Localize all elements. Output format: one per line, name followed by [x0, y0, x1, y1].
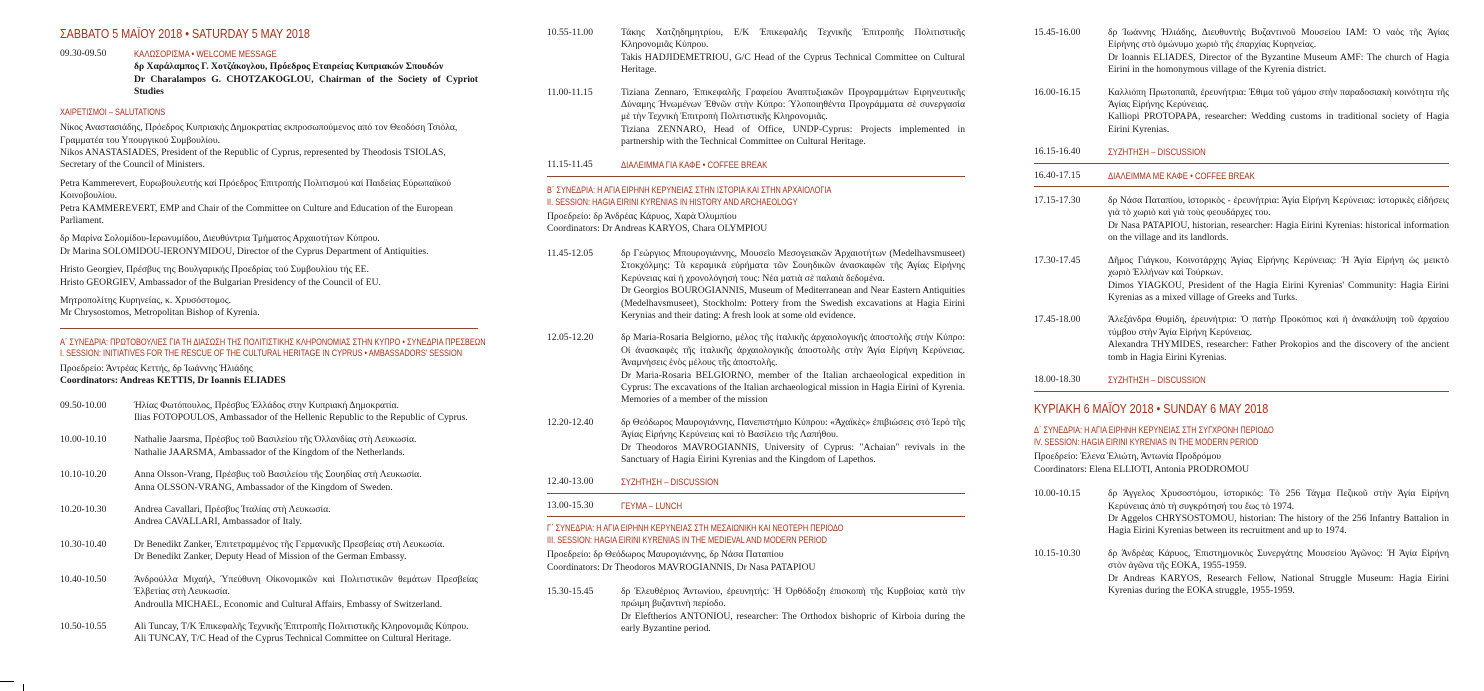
entry-en: Andrea CAVALLARI, Ambassador of Italy.: [134, 516, 302, 528]
entry-en: Kalliopi PROTOPAPA, researcher: Wedding customs in traditional society of Hagia Eirini Kyrenias.: [1108, 111, 1449, 135]
time: 10.10-10.20: [60, 469, 107, 481]
program-row: [60, 469, 478, 494]
discussion-label: ΣΥΖΗΤΗΣΗ – DISCUSSION: [621, 477, 719, 488]
day-title-sunday: ΚΥΡΙΑΚΗ 6 ΜΑΪΟΥ 2018 • SUNDAY 6 MAY 2018: [1034, 402, 1269, 417]
welcome-body: [134, 48, 478, 99]
entry-gr: δρ Άγγελος Χρυσοστόμου, ἱστορικός: Τὸ 256 Τάγμα Πεζικοῦ στὴν Άγία Εἰρήνη Κερύνειας ἀπὸ τὴ συγκρότησή του ἕως τὸ 1974.: [1108, 488, 1449, 512]
column-saturday-sunday: [1034, 27, 1449, 607]
program-row: [60, 574, 478, 611]
time: 09.30-09.50: [60, 48, 107, 59]
entry-en: Androulla MICHAEL, Economic and Cultural Affairs, Embassy of Switzerland.: [134, 598, 443, 610]
entry-en: Dr Benedikt Zanker, Deputy Head of Mission of the German Embassy.: [134, 551, 407, 563]
program-row: [547, 586, 965, 636]
entry: [1108, 195, 1449, 245]
time: 15.30-15.45: [547, 586, 594, 597]
time: 13.00-15.30: [547, 499, 594, 511]
time: 10.50-10.55: [60, 620, 107, 632]
time: 18.00-18.30: [1034, 373, 1081, 385]
session4-chair-en: Coordinators: Elena ELLIOTI, Antonia PRODROMOU: [1034, 463, 1250, 475]
salutation-item: [60, 264, 478, 289]
program-row: [1034, 255, 1449, 305]
program-row: [547, 417, 965, 467]
entry: [621, 87, 965, 149]
entry-en: Nathalie JAARSMA, Ambassador of the Kingdom of the Netherlands.: [134, 446, 405, 458]
day-title-saturday: ΣΑΒΒΑΤΟ 5 ΜΑΪΟΥ 2018 • SATURDAY 5 MAY 2018: [60, 27, 310, 41]
salutation-item: [60, 178, 478, 228]
discussion-row: [547, 476, 965, 489]
entry-gr: Δῆμος Γιάγκου, Κοινοτάρχης Άγίας Εἰρήνης Κερύνειας: Ἡ Άγία Εἰρήνη ὡς μεικτὸ χωριὸ Έλλήνων καὶ Τούρκων.: [1108, 254, 1449, 279]
crop-mark: [0, 681, 14, 682]
divider: [60, 328, 478, 329]
program-row: [1034, 87, 1449, 137]
session3-chair-en: Coordinators: Dr Theodoros MAVROGIANNIS, Dr Nasa PATAPIOU: [547, 561, 816, 573]
entry-en: Ali TUNCAY, T/C Head of the Cyprus Technical Committee on Cultural Heritage.: [134, 633, 452, 645]
time: 12.40-13.00: [547, 476, 594, 488]
entry-gr: δρ Θεόδωρος Μαυρογιάννης, Πανεπιστήμιο Κύπρου: «Άχαϊκὲς» ἐπιβιώσεις στὸ Ίερὸ τῆς Άγίας Εἰρήνης Κερύνειας καὶ τὸ Βασίλειο τῆς Λαπήθου.: [621, 416, 965, 441]
divider: [1034, 186, 1449, 187]
session1-chair: [60, 363, 478, 388]
entry: [134, 539, 478, 564]
salutation-item: [60, 122, 478, 172]
entry-gr: Andrea Cavallari, Πρέσβυς Ίταλίας στὴ Λευκωσία.: [134, 504, 331, 516]
program-row: [60, 400, 478, 425]
time: 10.00-10.10: [60, 434, 107, 446]
session4-chair: [1034, 451, 1449, 476]
discussion-label: ΣΥΖΗΤΗΣΗ – DISCUSSION: [1108, 374, 1206, 385]
salutation-gr: Νίκος Αναστασιάδης, Πρόεδρος Κυπριακής Δημοκρατίας εκπροσωπούμενος από τον Θεοδόση Τσιόλα, Γραμματέα του Υπουργικού Συμβουλίου.: [60, 122, 458, 146]
program-row: [1034, 314, 1449, 364]
divider: [547, 176, 965, 177]
time: 10.30-10.40: [60, 538, 107, 550]
divider: [1034, 163, 1449, 164]
salutation-gr: Hristo Georgiev, Πρέσβυς της Βουλγαρικής Προεδρίας τού Συμβουλίου τής ΕΕ.: [60, 264, 369, 276]
divider: [547, 516, 965, 517]
program-row: [1034, 548, 1449, 598]
program-row: [1034, 195, 1449, 245]
session1-rows: [60, 400, 478, 646]
salutation-item: [60, 295, 478, 320]
entry: [134, 400, 478, 425]
time: 15.45-16.00: [1034, 27, 1081, 38]
time: 10.40-10.50: [60, 573, 107, 585]
salutation-en: Mr Chrysostomos, Metropolitan Bishop of Kyrenia.: [60, 307, 260, 319]
salutation-gr: Petra Kammerevert, Ευρωβουλευτής καί Πρόεδρος Έπιτροπής Πολιτισμού καί Παιδείας Εύρωπαϊκού Κοινοβουλίου.: [60, 177, 451, 202]
entry: [1108, 548, 1449, 598]
entry-gr: δρ Γεώργιος Μπουρογιάννης, Μουσεῖο Μεσογειακῶν Άρχαιοτήτων (Medelhavsmuseet) Στοκχόλμης: Τὰ κεραμικὰ εὑρήματα τῶν Σουηδικῶν ἀνασκαφῶν τῆς Άγίας Εἰρήνης Κερύνειας καὶ ἡ χρονολόγησή τους: Νέα ματιὰ σὲ παλαιὰ δεδομένα.: [621, 247, 965, 284]
divider: [1034, 391, 1449, 392]
entry-en: Takis HADJIDEMETRIOU, G/C Head of the Cyprus Technical Committee on Cultural Heritage.: [621, 51, 965, 76]
entry-en: Dr Maria-Rosaria BELGIORNO, member of the Italian archaeological expedition in Cyprus: The excavations of the Italian archaeological mission in Hagia Eirini of Kyrenia. Memories of a member of the mission: [621, 369, 965, 406]
lunch-row: [547, 500, 965, 513]
session4-chair-gr: Προεδρείο: Έλενα Έλιώτη, Άντωνία Προδρόμου: [1034, 451, 1222, 463]
entry-gr: δρ Άνδρέας Κάρυος, Έπιστημονικὸς Συνεργάτης Μουσείου Άγῶνος: Ἡ Άγία Εἰρήνη στὸν ἀγῶνα τῆς ΕΟΚΑ, 1955-1959.: [1108, 547, 1449, 572]
session4-title-en: IV. SESSION: HAGIA EIRINI KYRENIAS IN THE MODERN PERIOD: [1034, 436, 1259, 447]
entry-gr: Tiziana Zennaro, Έπικεφαλῆς Γραφείου Άναπτυξιακῶν Προγραμμάτων Ειρηνευτικῆς Δύναμης Ήνωμένων Έθνῶν στὴν Κύπρο: Ύλοποιηθέντα Προγράμματα σὲ συνεργασία μὲ τὴν Τεχνικὴ Έπιτροπὴ Πολιτιστικῆς Κληρονομιᾶς.: [621, 86, 965, 123]
column-saturday-part2: [547, 27, 965, 646]
entry: [621, 417, 965, 467]
session2-chair-gr: Προεδρείο: δρ Άνδρέας Κάρυος, Χαρὰ Όλυμπίου: [547, 211, 737, 223]
time: 10.55-11.00: [547, 27, 594, 38]
session3-title-en: III. SESSION: HAGIA EIRINI KYRENIAS IN THE MEDIEVAL AND MODERN PERIOD: [547, 534, 827, 545]
entry-gr: Dr Benedikt Zanker, Έπιτετραμμένος τῆς Γερμανικῆς Πρεσβείας στὴ Λευκωσία.: [134, 538, 445, 550]
time: 10.15-10.30: [1034, 547, 1081, 559]
entry: [621, 27, 965, 77]
entry-gr: Καλλιόπη Πρωτοπαπᾶ, ἐρευνήτρια: Έθιμα τοῦ γάμου στὴν παραδοσιακὴ κοινότητα τῆς Άγίας Εἰρήνης Κερύνειας.: [1108, 86, 1449, 111]
entry-en: Anna OLSSON-VRANG, Ambassador of the Kingdom of Sweden.: [134, 481, 393, 493]
salutation-gr: Μητροπολίτης Κυρηνείας, κ. Χρυσόστομος.: [60, 295, 232, 306]
entry-en: Dr Nasa PATAPIOU, historian, researcher: Hagia Eirini Kyrenias: historical information on the village and its landlords.: [1108, 219, 1449, 244]
discussion-row: [1034, 146, 1449, 159]
program-row: [1034, 27, 1449, 77]
program-row: [60, 434, 478, 459]
divider: [547, 493, 965, 494]
time: 12.05-12.20: [547, 332, 594, 344]
entry-gr: Ήλίας Φωτόπουλος, Πρέσβυς Έλλάδος στην Κυπριακή Δημοκρατία.: [134, 399, 399, 411]
discussion-label: ΣΥΖΗΤΗΣΗ – DISCUSSION: [1108, 147, 1206, 158]
entry-gr: Άνδρούλλα Μιχαήλ, Ύπεύθυνη Οἰκονομικῶν καὶ Πολιτιστικῶν θεμάτων Πρεσβείας Έλβετίας στὴ Λευκωσία.: [134, 573, 478, 598]
welcome-row: [60, 48, 478, 99]
entry: [134, 434, 478, 459]
program-row: [60, 621, 478, 646]
time: 17.45-18.00: [1034, 314, 1081, 326]
entry: [1108, 87, 1449, 137]
entry-gr: δρ Ίωάννης Ήλιάδης, Διευθυντὴς Βυζαντινοῦ Μουσείου ΙΑΜ: Ὁ ναὸς τῆς Άγίας Εἰρήνης στὸ ὁμώνυμο χωριὸ τῆς ἐπαρχίας Κυρηνείας.: [1108, 27, 1449, 51]
crop-mark: [23, 684, 24, 691]
session1-title-en: I. SESSION: INITIATIVES FOR THE RESCUE OF THE CULTURAL HERITAGE IN CYPRUS • AMBASSADORS' SESSION: [60, 348, 463, 359]
time: 09.50-10.00: [60, 399, 107, 411]
time: 16.40-17.15: [1034, 169, 1081, 181]
welcome-label: ΚΑΛΩΣΟΡΙΣΜΑ • WELCOME MESSAGE: [134, 49, 277, 59]
entry-en: Dr Eleftherios ANTONIOU, researcher: The Orthodox bishopric of Kirboia during the early Byzantine period.: [621, 610, 965, 635]
entry: [621, 332, 965, 406]
salutation-en: Dr Marina SOLOMIDOU-IERONYMIDOU, Director of the Cyprus Department of Antiquities.: [60, 245, 429, 257]
session2-chair: [547, 211, 965, 236]
session3-title-gr: Γ΄ ΣΥΝΕΔΡΙΑ: Η ΑΓΙΑ ΕΙΡΗΝΗ ΚΕΡΥΝΕΙΑΣ ΣΤΗ ΜΕΣΑΙΩΝΙΚΗ ΚΑΙ ΝΕΟΤΕΡΗ ΠΕΡΙΟΔΟ: [547, 523, 844, 534]
session1-title-gr: Α΄ ΣΥΝΕΔΡΙΑ: ΠΡΩΤΟΒΟΥΛΙΕΣ ΓΙΑ ΤΗ ΔΙΑΣΩΣΗ ΤΗΣ ΠΟΛΙΤΙΣΤΙΚΗΣ ΚΛΗΡΟΝΟΜΙΑΣ ΣΤΗΝ ΚΥΠΡΟ • ΣΥΝΕΔΡΙΑ ΠΡΕΣΒΕΩΝ: [60, 336, 486, 347]
entry-en: Ilias FOTOPOULOS, Ambassador of the Hellenic Republic to the Republic of Cyprus.: [134, 412, 468, 424]
time: 11.15-11.45: [547, 158, 593, 170]
entry: [134, 574, 478, 611]
entry: [1108, 255, 1449, 305]
salutation-en: Nikos ANASTASIADES, President of the Republic of Cyprus, represented by Theodosis TSIOLAS, Secretary of the Council of Ministers.: [60, 146, 446, 171]
program-row: [547, 27, 965, 77]
entry-en: Dr Andreas KARYOS, Research Fellow, National Struggle Museum: Hagia Eirini Kyrenias during the EOKA struggle, 1955-1959.: [1108, 572, 1449, 596]
session1-chair-en: Coordinators: Andreas KETTIS, Dr Ioannis ELIADES: [60, 375, 286, 387]
program-row: [547, 248, 965, 322]
session1-chair-gr: Προεδρείο: Άντρέας Κεττής, δρ Ίωάννης Ήλιάδης: [60, 362, 253, 374]
coffee-break-label: ΔΙΑΛΕΙΜΜΑ ΜΕ ΚΑΦΕ • COFFEE BREAK: [1108, 170, 1255, 181]
discussion-row: [1034, 374, 1449, 387]
time: 17.30-17.45: [1034, 254, 1081, 266]
entry-en: Tiziana ZENNARO, Head of Office, UNDP-Cyprus: Projects implemented in partnership with the Technical Committee on Cultural Heritage.: [621, 123, 965, 148]
lunch-label: ΓΕΥΜΑ – LUNCH: [621, 500, 683, 511]
entry-en: Dr Aggelos CHRYSOSTOMOU, historian: The history of the 256 Infantry Battalion in Hagia Eirini Kyrenias between its recruitment and up to 1974.: [1108, 512, 1449, 537]
session4-title-gr: Δ΄ ΣΥΝΕΔΡΙΑ: Η ΑΓΙΑ ΕΙΡΗΝΗ ΚΕΡΥΝΕΙΑΣ ΣΤΗ ΣΥΓΧΡΟΝΗ ΠΕΡΙΟΔΟ: [1034, 425, 1274, 436]
time: 10.00-10.15: [1034, 488, 1081, 500]
time: 17.15-17.30: [1034, 195, 1081, 207]
program-row: [1034, 488, 1449, 538]
entry-gr: Τάκης Χατζηδημητρίου, Ε/Κ Έπικεφαλῆς Τεχνικῆς Έπιτροπῆς Πολιτιστικῆς Κληρονομιᾶς Κύπρου.: [621, 27, 965, 51]
entry-en: Dimos YIAGKOU, President of the Hagia Eirini Kyrenias' Community: Hagia Eirini Kyrenias as a mixed village of Greeks and Turks.: [1108, 279, 1449, 303]
entry-gr: Nathalie Jaarsma, Πρέσβυς τοῦ Βασιλείου τῆς Όλλανδίας στὴ Λευκωσία.: [134, 434, 417, 446]
entry-gr: Άλεξάνδρα Θυμίδη, ἐρευνήτρια: Ὁ πατὴρ Προκόπιος καὶ ἡ ἀνακάλυψη τοῦ ἀρχαίου τύμβου στὴν Άγία Εἰρήνη Κερύνειας.: [1108, 314, 1449, 338]
entry-en: Dr Georgios BOUROGIANNIS, Museum of Mediterranean and Near Eastern Antiquities (Medelhavsmuseet), Stockholm: Pottery from the Swedish excavations at Hagia Eirini Kerynias and their dating: A fresh look at some old evidence.: [621, 285, 965, 321]
session3-chair: [547, 549, 965, 574]
salutations-list: [60, 122, 478, 320]
entry-gr: δρ Έλευθέριος Άντωνίου, ἐρευνητής: Ἡ Όρθόδοξη ἐπισκοπὴ τῆς Κυρβοίας κατὰ τὴν πρώιμη βυζαντινὴ περίοδο.: [621, 586, 965, 610]
time: 12.20-12.40: [547, 416, 594, 428]
program-row: [547, 332, 965, 406]
salutation-gr: δρ Μαρίνα Σολομίδου-Ιερωνυμίδου, Διευθύντρια Τμήματος Αρχαιοτήτων Κύπρου.: [60, 233, 380, 245]
entry: [621, 586, 965, 636]
time: 10.20-10.30: [60, 504, 107, 516]
entry-en: Dr Theodoros MAVROGIANNIS, University of Cyprus: "Achaian" revivals in the Sanctuary of Hagia Eirini Kyrenias and the Kingdom of Lapethos.: [621, 441, 965, 465]
entry-en: Alexandra THYMIDES, researcher: Father Prokopios and the discovery of the ancient tomb in Hagia Eirini Kyrenias.: [1108, 339, 1449, 363]
program-row: [547, 87, 965, 149]
salutations-title: ΧΑΙΡΕΤΙΣΜΟΙ – SALUTATIONS: [60, 106, 166, 117]
session2-title-en: II. SESSION: HAGIA EIRINI KYRENIAS IN HISTORY AND ARCHAEOLOGY: [547, 196, 798, 207]
entry-gr: Anna Olsson-Vrang, Πρέσβυς τοῦ Βασιλείου τῆς Σουηδίας στὴ Λευκωσία.: [134, 469, 422, 481]
entry: [1108, 314, 1449, 364]
session2-chair-en: Coordinators: Dr Andreas KARYOS, Chara OLYMPIOU: [547, 223, 768, 235]
entry: [1108, 488, 1449, 538]
coffee-break-label: ΔΙΑΛΕΙΜΜΑ ΓΙΑ ΚΑΦΕ • COFFEE BREAK: [621, 159, 768, 170]
program-row: [60, 539, 478, 564]
salutation-en: Petra KAMMEREVERT, EMP and Chair of the Committee on Culture and Education of the European Parliament.: [60, 202, 453, 226]
welcome-en: Dr Charalampos G. CHOTZAKOGLOU, Chairman of the Society of Cypriot Studies: [134, 73, 478, 98]
session2-title-gr: Β΄ ΣΥΝΕΔΡΙΑ: Η ΑΓΙΑ ΕΙΡΗΝΗ ΚΕΡΥΝΕΙΑΣ ΣΤΗΝ ΙΣΤΟΡΙΑ ΚΑΙ ΣΤΗΝ ΑΡΧΑΙΟΛΟΓΙΑ: [547, 185, 832, 196]
entry: [134, 469, 478, 494]
salutation-item: [60, 233, 478, 258]
entry-en: Dr Ioannis ELIADES, Director of the Byzantine Museum AMF: The church of Hagia Eirini in the homonymous village of the Kyrenia district.: [1108, 51, 1449, 76]
entry-gr: Ali Tuncay, Τ/Κ Έπικεφαλῆς Τεχνικῆς Έπιτροπῆς Πολιτιστικῆς Κληρονομιᾶς Κύπρου.: [134, 620, 469, 632]
time: 11.45-12.05: [547, 247, 594, 259]
entry: [1108, 27, 1449, 77]
column-saturday-part1: [60, 27, 486, 656]
coffee-break-row: [1034, 170, 1449, 183]
salutation-en: Hristo GEORGIEV, Ambassador of the Bulgarian Presidency of the Council of EU.: [60, 276, 381, 288]
entry: [134, 504, 478, 529]
entry-gr: δρ Maria-Rosaria Belgiorno, μέλος τῆς ἰταλικῆς ἀρχαιολογικῆς ἀποστολῆς στὴν Κύπρο: Οἱ ἀνασκαφὲς τῆς ἰταλικῆς ἀρχαιολογικῆς ἀποστολῆς στὴν Άγία Εἰρήνη Κερύνειας. Άναμνήσεις ἑνὸς μέλους τῆς ἀποστολῆς.: [621, 332, 965, 369]
program-row: [60, 504, 478, 529]
entry: [134, 621, 478, 646]
entry: [621, 248, 965, 322]
entry-gr: δρ Νάσα Παταπίου, ἱστορικὸς - ἐρευνήτρια: Άγία Εἰρήνη Κερύνειας: ἱστορικὲς εἰδήσεις γιὰ τὸ χωριὸ καὶ γιὰ τοὺς φεουδάρχες του.: [1108, 195, 1449, 219]
time: 16.00-16.15: [1034, 86, 1081, 98]
time: 16.15-16.40: [1034, 146, 1081, 158]
session3-chair-gr: Προεδρείο: δρ Θεόδωρος Μαυρογιάννης, δρ Νάσα Παταπίου: [547, 549, 784, 561]
time: 11.00-11.15: [547, 86, 593, 98]
welcome-gr: δρ Χαράλαμπος Γ. Χοτζάκογλου, Πρόεδρος Εταιρείας Κυπριακών Σπουδών: [134, 61, 444, 73]
coffee-break-row: [547, 159, 965, 172]
